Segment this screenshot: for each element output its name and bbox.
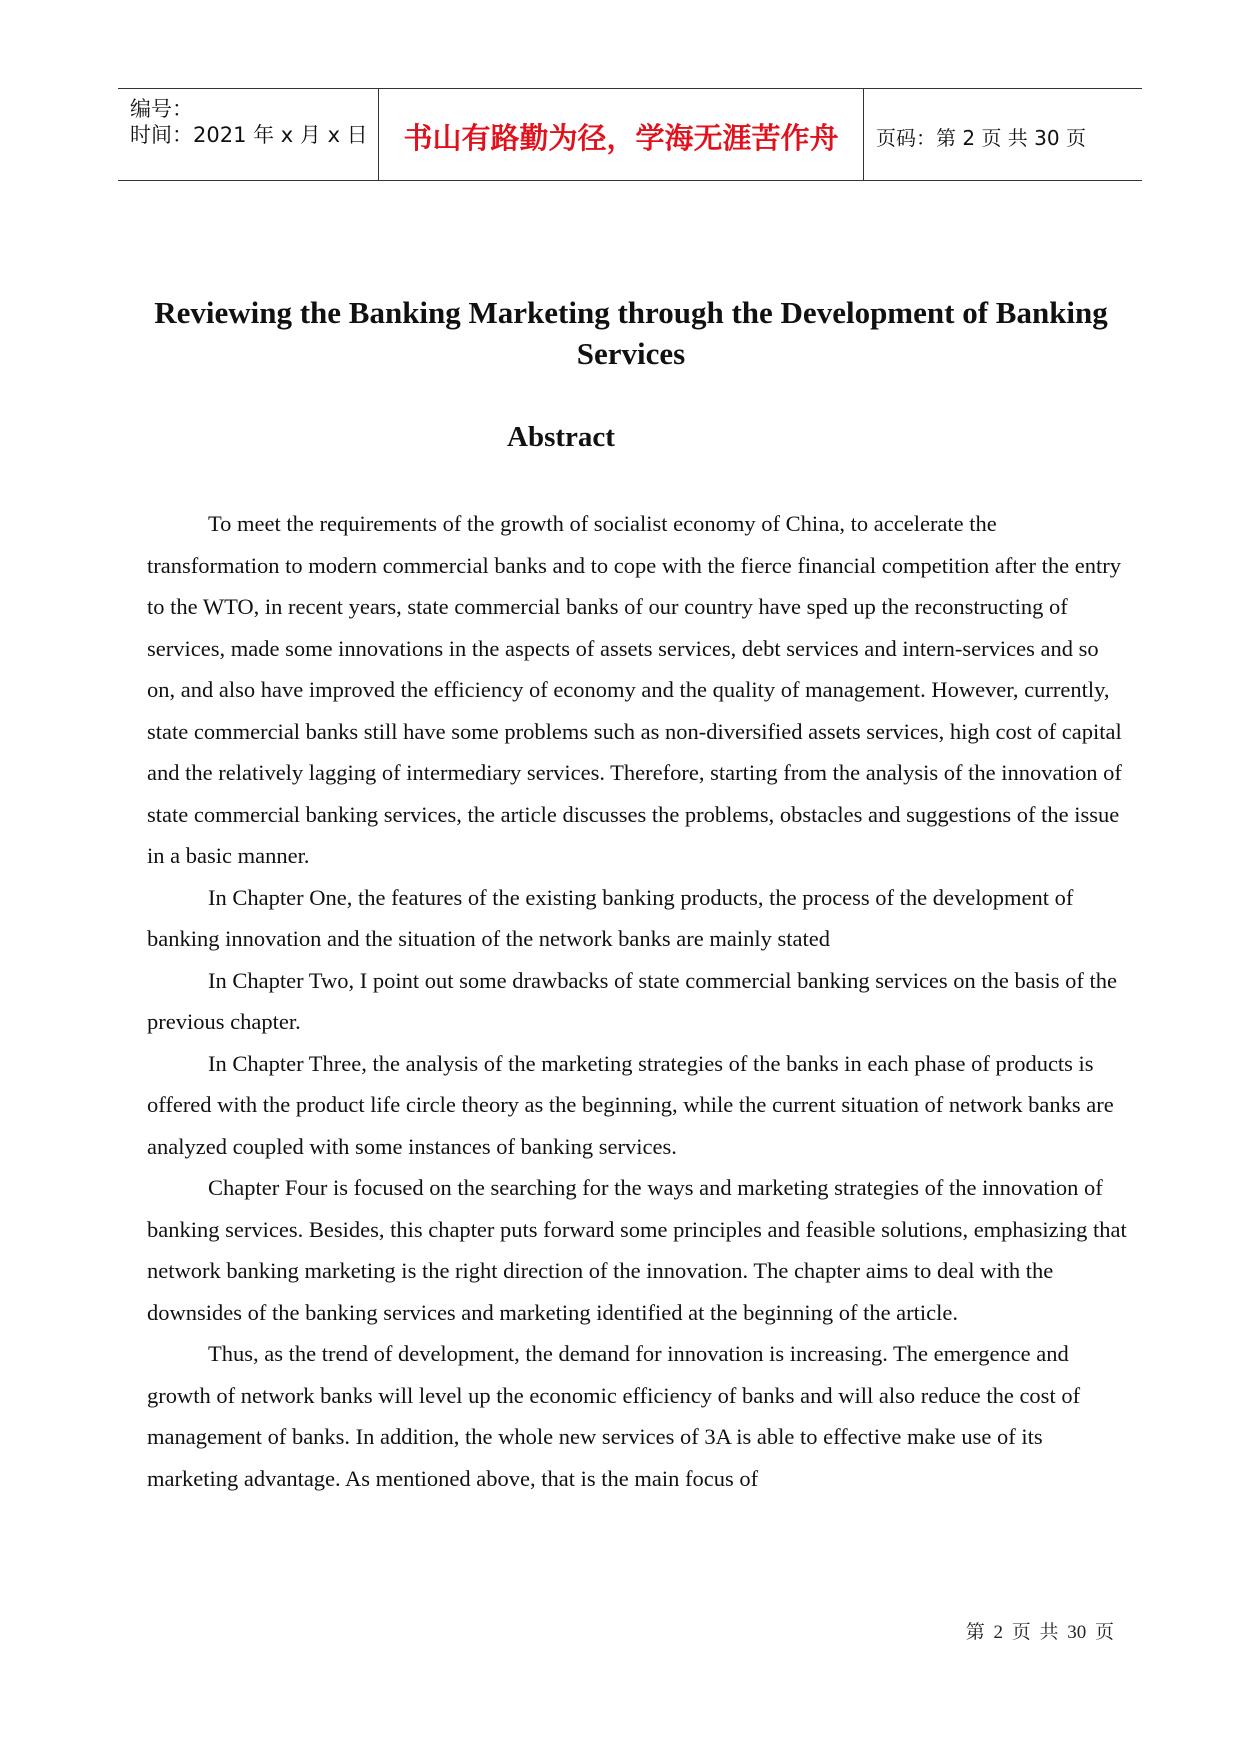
page-header-table (118, 88, 1142, 181)
header-motto-cell (379, 89, 864, 181)
page-footer: 第 2 页 共 30 页 (965, 1622, 1114, 1643)
header-info-cell (118, 89, 379, 181)
header-motto: 书山有路勤为径，学海无涯苦作舟 (403, 121, 839, 155)
document-date-label: 时间：2021 年 x 月 x 日 (130, 123, 368, 147)
paragraph: In Chapter Three, the analysis of the marketing strategies of the banks in each phase of products is offered with the product life circle theory as the beginning, while the current situation of network banks are analyzed coupled with some instances of banking services. (147, 1050, 1114, 1159)
section-heading: Abstract (507, 421, 615, 453)
paragraph: To meet the requirements of the growth of socialist economy of China, to accelerate the transformation to modern commercial banks and to cope with the fierce financial competition after the entry to the WTO, in recent years, state commercial banks of our country have sped up the reconstructing of services, made some innovations in the aspects of assets services, debt services and intern-services and so on, and also have improved the efficiency of economy and the quality of management. However, currently, state commercial banks still have some problems such as non-diversified assets services, high cost of capital and the relatively lagging of intermediary services. Therefore, starting from the analysis of the innovation of state commercial banking services, the article discusses the problems, obstacles and suggestions of the issue in a basic manner. (147, 511, 1122, 868)
paragraph: Chapter Four is focused on the searching for the ways and marketing strategies of the innovation of banking services. Besides, this chapter puts forward some principles and feasible solutions, emphasizing that network banking marketing is the right direction of the innovation. The chapter aims to deal with the downsides of the banking services and marketing identified at the beginning of the article. (147, 1175, 1127, 1325)
paragraph: In Chapter Two, I point out some drawbacks of state commercial banking services on the basis of the previous chapter. (147, 967, 1118, 1034)
paragraph: In Chapter One, the features of the existing banking products, the process of the development of banking innovation and the situation of the network banks are mainly stated (147, 884, 1074, 951)
header-page-number: 页码：第 2 页 共 30 页 (876, 126, 1086, 150)
document-number-label: 编号： (130, 97, 193, 121)
paragraph: Thus, as the trend of development, the demand for innovation is increasing. The emergence and growth of network banks will level up the economic efficiency of banks and will also reduce the cost of management of banks. In addition, the whole new services of 3A is able to effective make use of its marketing advantage. As mentioned above, that is the main focus of (147, 1341, 1081, 1491)
document-title: Reviewing the Banking Marketing through the Development of Banking Services (154, 295, 1108, 371)
abstract-body (147, 503, 1127, 1499)
header-page-cell (864, 89, 1142, 181)
